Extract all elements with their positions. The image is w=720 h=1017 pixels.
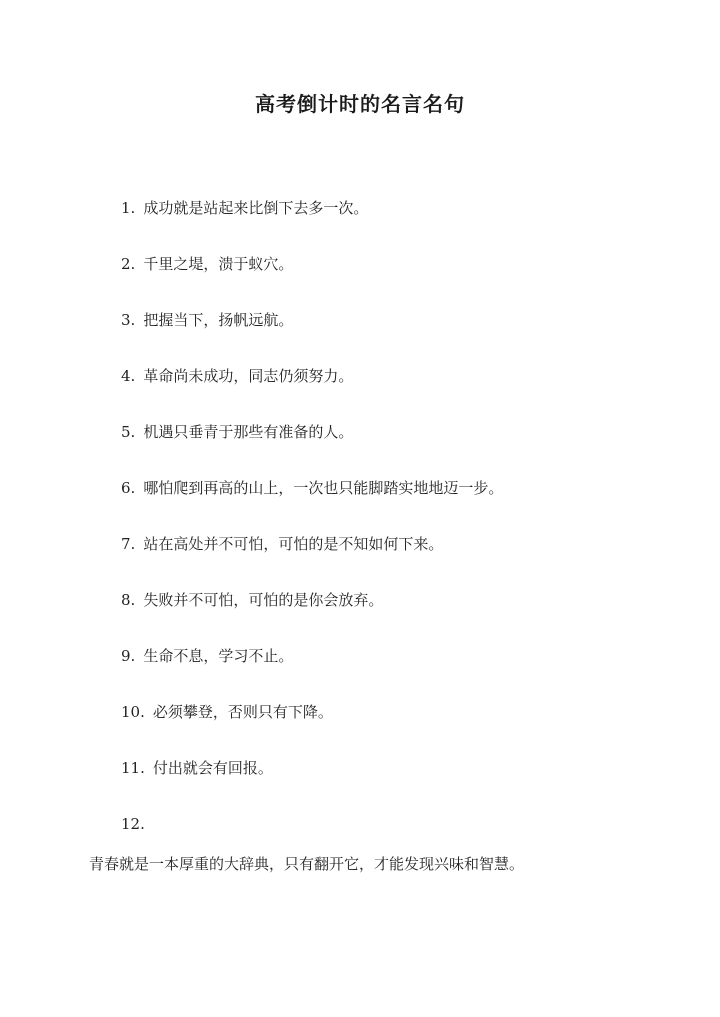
item-text: 哪怕爬到再高的山上，一次也只能脚踏实地地迈一步。 [143,479,504,497]
list-item [121,756,681,812]
item-number: 8. [121,591,136,609]
item-text: 站在高处并不可怕，可怕的是不知如何下来。 [143,535,444,553]
item-number: 11. [121,759,145,777]
item-number: 2. [121,255,136,273]
item-text: 必须攀登，否则只有下降。 [152,703,333,721]
item-number: 9. [121,647,136,665]
item-number: 5. [121,423,136,441]
item-text: 革命尚未成功，同志仍须努力。 [143,367,354,385]
list-item [121,476,681,532]
document-title: 高考倒计时的名言名句 [255,92,465,116]
item-text: 机遇只垂青于那些有准备的人。 [143,423,354,441]
item-text: 失败并不可怕，可怕的是你会放弃。 [143,591,384,609]
list-item [121,252,681,308]
item-text: 成功就是站起来比倒下去多一次。 [143,199,369,217]
list-item [121,420,681,476]
item-number: 4. [121,367,136,385]
item-number: 3. [121,311,136,329]
item-text: 生命不息，学习不止。 [143,647,294,665]
item-text: 千里之堤，溃于蚁穴。 [143,255,294,273]
item-continuation-text: 青春就是一本厚重的大辞典，只有翻开它，才能发现兴味和智慧。 [89,855,525,873]
list-item [121,588,681,644]
item-number: 12. [121,815,145,833]
item-number: 7. [121,535,136,553]
list-item [121,532,681,588]
list-item [121,308,681,364]
list-item [121,364,681,420]
item-text: 付出就会有回报。 [152,759,273,777]
item-number: 6. [121,479,136,497]
item-number: 10. [121,703,145,721]
item-text: 把握当下，扬帆远航。 [143,311,294,329]
list-item [121,196,681,252]
quote-list [121,196,681,868]
list-item [121,644,681,700]
list-item [121,700,681,756]
item-number: 1. [121,199,136,217]
